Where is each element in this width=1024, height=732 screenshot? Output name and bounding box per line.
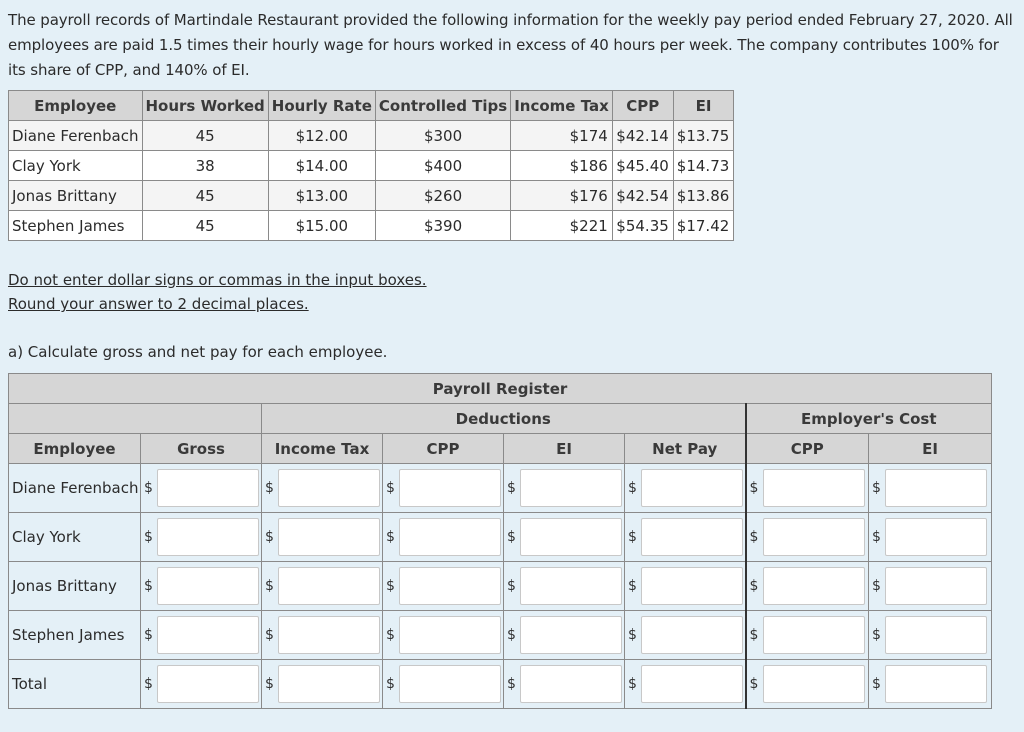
register-cell-employer-cpp [746, 513, 869, 562]
dollar-sign: $ [749, 627, 759, 643]
info-ei: $14.73 [673, 151, 734, 181]
register-cell-gross [141, 464, 262, 513]
register-employee-name: Jonas Brittany [9, 562, 141, 611]
dollar-sign: $ [872, 627, 881, 643]
register-cell-income-tax [262, 464, 383, 513]
info-rate: $14.00 [268, 151, 375, 181]
info-income-tax: $186 [511, 151, 613, 181]
input-wrapper [747, 611, 869, 659]
net-pay-input[interactable] [641, 616, 743, 654]
info-income-tax: $174 [511, 121, 613, 151]
input-wrapper [504, 464, 624, 512]
dollar-sign: $ [749, 480, 759, 496]
register-cell-ei [504, 562, 625, 611]
net-pay-input[interactable] [641, 567, 743, 605]
register-row [9, 562, 992, 611]
register-row [9, 464, 992, 513]
info-income-tax: $176 [511, 181, 613, 211]
input-wrapper [383, 562, 503, 610]
dollar-sign: $ [265, 578, 274, 594]
register-title: Payroll Register [9, 374, 992, 404]
header-controlled-tips: Controlled Tips [375, 91, 510, 121]
register-cell-ei [504, 611, 625, 660]
cpp-input[interactable] [399, 665, 501, 703]
ei-input[interactable] [520, 518, 622, 556]
col-net-pay: Net Pay [625, 434, 746, 464]
dollar-sign: $ [507, 627, 516, 643]
employer-ei-input[interactable] [885, 616, 987, 654]
employer-cpp-input[interactable] [763, 567, 865, 605]
register-cell-employer-ei [869, 562, 992, 611]
input-wrapper [262, 562, 382, 610]
input-wrapper [747, 464, 869, 512]
input-wrapper [504, 513, 624, 561]
col-cpp: CPP [383, 434, 504, 464]
dollar-sign: $ [872, 676, 881, 692]
register-cell-net-pay [625, 562, 746, 611]
input-wrapper [869, 611, 991, 659]
register-cell-ei [504, 660, 625, 709]
dollar-sign: $ [265, 480, 274, 496]
dollar-sign: $ [749, 676, 759, 692]
dollar-sign: $ [265, 627, 274, 643]
dollar-sign: $ [628, 529, 637, 545]
payroll-info-table [8, 90, 734, 241]
register-employee-name: Total [9, 660, 141, 709]
info-tips: $400 [375, 151, 510, 181]
dollar-sign: $ [872, 529, 881, 545]
register-cell-income-tax [262, 562, 383, 611]
employer-cpp-input[interactable] [763, 518, 865, 556]
register-cell-income-tax [262, 513, 383, 562]
register-cell-net-pay [625, 464, 746, 513]
input-wrapper [869, 464, 991, 512]
register-row [9, 660, 992, 709]
register-cell-gross [141, 660, 262, 709]
register-cell-ei [504, 464, 625, 513]
info-ei: $13.86 [673, 181, 734, 211]
dollar-sign: $ [749, 529, 759, 545]
register-cell-employer-ei [869, 513, 992, 562]
input-wrapper [504, 660, 624, 708]
input-wrapper [262, 660, 382, 708]
input-wrapper [383, 660, 503, 708]
question-text: a) Calculate gross and net pay for each employee. [8, 343, 388, 361]
info-hours: 45 [142, 121, 268, 151]
info-hours: 38 [142, 151, 268, 181]
dollar-sign: $ [386, 676, 395, 692]
register-cell-cpp [383, 611, 504, 660]
register-row [9, 513, 992, 562]
dollar-sign: $ [507, 676, 516, 692]
ei-input[interactable] [520, 665, 622, 703]
dollar-sign: $ [386, 480, 395, 496]
info-cpp: $45.40 [612, 151, 673, 181]
input-wrapper [625, 562, 745, 610]
dollar-sign: $ [628, 676, 637, 692]
input-wrapper [747, 660, 869, 708]
income-tax-input[interactable] [278, 665, 380, 703]
dollar-sign: $ [628, 578, 637, 594]
info-employee: Clay York [9, 151, 143, 181]
input-wrapper [262, 464, 382, 512]
gross-input[interactable] [157, 567, 259, 605]
input-wrapper [383, 611, 503, 659]
header-employee: Employee [9, 91, 143, 121]
info-header-row [9, 91, 734, 121]
input-wrapper [141, 611, 261, 659]
info-employee: Stephen James [9, 211, 143, 241]
info-row [9, 121, 734, 151]
dollar-sign: $ [628, 480, 637, 496]
info-hours: 45 [142, 181, 268, 211]
register-cell-cpp [383, 513, 504, 562]
register-cell-employer-ei [869, 611, 992, 660]
cpp-input[interactable] [399, 469, 501, 507]
input-wrapper [747, 562, 869, 610]
income-tax-input[interactable] [278, 469, 380, 507]
header-income-tax: Income Tax [511, 91, 613, 121]
info-row [9, 211, 734, 241]
input-wrapper [141, 562, 261, 610]
register-cell-gross [141, 513, 262, 562]
input-wrapper [625, 611, 745, 659]
header-ei: EI [673, 91, 734, 121]
header-hourly-rate: Hourly Rate [268, 91, 375, 121]
gross-input[interactable] [157, 616, 259, 654]
info-hours: 45 [142, 211, 268, 241]
col-employee: Employee [9, 434, 141, 464]
income-tax-input[interactable] [278, 518, 380, 556]
header-hours-worked: Hours Worked [142, 91, 268, 121]
dollar-sign: $ [507, 480, 516, 496]
dollar-sign: $ [628, 627, 637, 643]
col-gross: Gross [141, 434, 262, 464]
input-wrapper [869, 513, 991, 561]
ei-input[interactable] [520, 469, 622, 507]
register-employee-name: Stephen James [9, 611, 141, 660]
info-employee: Diane Ferenbach [9, 121, 143, 151]
input-wrapper [504, 611, 624, 659]
input-wrapper [141, 464, 261, 512]
info-tips: $300 [375, 121, 510, 151]
register-cell-employer-ei [869, 464, 992, 513]
info-tips: $260 [375, 181, 510, 211]
register-cell-net-pay [625, 660, 746, 709]
instruction-rounding: Round your answer to 2 decimal places. [8, 295, 309, 313]
input-wrapper [747, 513, 869, 561]
info-cpp: $42.14 [612, 121, 673, 151]
info-rate: $15.00 [268, 211, 375, 241]
input-wrapper [869, 562, 991, 610]
register-cell-employer-ei [869, 660, 992, 709]
dollar-sign: $ [386, 627, 395, 643]
col-income-tax: Income Tax [262, 434, 383, 464]
register-cell-income-tax [262, 660, 383, 709]
dollar-sign: $ [144, 676, 153, 692]
info-cpp: $54.35 [612, 211, 673, 241]
gross-input[interactable] [157, 518, 259, 556]
net-pay-input[interactable] [641, 469, 743, 507]
info-cpp: $42.54 [612, 181, 673, 211]
input-wrapper [869, 660, 991, 708]
instruction-no-symbols: Do not enter dollar signs or commas in the input boxes. [8, 271, 427, 289]
col-ei: EI [504, 434, 625, 464]
register-cell-gross [141, 562, 262, 611]
cpp-input[interactable] [399, 518, 501, 556]
employers-cost-header: Employer's Cost [746, 404, 992, 434]
info-row [9, 181, 734, 211]
info-employee: Jonas Brittany [9, 181, 143, 211]
info-rate: $13.00 [268, 181, 375, 211]
dollar-sign: $ [144, 480, 153, 496]
dollar-sign: $ [872, 480, 881, 496]
input-wrapper [262, 513, 382, 561]
info-tips: $390 [375, 211, 510, 241]
register-cell-employer-cpp [746, 562, 869, 611]
dollar-sign: $ [507, 578, 516, 594]
input-wrapper [383, 464, 503, 512]
register-cell-ei [504, 513, 625, 562]
input-wrapper [141, 660, 261, 708]
employer-ei-input[interactable] [885, 665, 987, 703]
dollar-sign: $ [872, 578, 881, 594]
dollar-sign: $ [265, 676, 274, 692]
register-cell-cpp [383, 464, 504, 513]
info-rate: $12.00 [268, 121, 375, 151]
gross-input[interactable] [157, 469, 259, 507]
employer-cpp-input[interactable] [763, 616, 865, 654]
net-pay-input[interactable] [641, 665, 743, 703]
register-row [9, 611, 992, 660]
input-wrapper [262, 611, 382, 659]
input-wrapper [625, 660, 745, 708]
register-blank-header [9, 404, 262, 434]
info-row [9, 151, 734, 181]
input-wrapper [504, 562, 624, 610]
dollar-sign: $ [144, 529, 153, 545]
instructions [8, 268, 427, 316]
dollar-sign: $ [265, 529, 274, 545]
register-cell-employer-cpp [746, 660, 869, 709]
employer-cpp-input[interactable] [763, 469, 865, 507]
register-cell-employer-cpp [746, 464, 869, 513]
register-cell-cpp [383, 660, 504, 709]
payroll-register [8, 373, 992, 709]
income-tax-input[interactable] [278, 567, 380, 605]
register-cell-net-pay [625, 513, 746, 562]
gross-input[interactable] [157, 665, 259, 703]
dollar-sign: $ [749, 578, 759, 594]
employer-ei-input[interactable] [885, 567, 987, 605]
employer-cpp-input[interactable] [763, 665, 865, 703]
dollar-sign: $ [386, 529, 395, 545]
info-ei: $13.75 [673, 121, 734, 151]
employer-ei-input[interactable] [885, 469, 987, 507]
cpp-input[interactable] [399, 567, 501, 605]
register-cell-cpp [383, 562, 504, 611]
cpp-input[interactable] [399, 616, 501, 654]
dollar-sign: $ [507, 529, 516, 545]
info-income-tax: $221 [511, 211, 613, 241]
employer-ei-input[interactable] [885, 518, 987, 556]
register-employee-name: Clay York [9, 513, 141, 562]
ei-input[interactable] [520, 616, 622, 654]
problem-statement: The payroll records of Martindale Restaurant provided the following information for the weekly pay period ended February 27, 2020. All employees are paid 1.5 times their hourly wage for hours worked in excess of 40 hours per week. The company contributes 100% for its share of CPP, and 140% of EI. [8, 11, 1013, 79]
register-cell-income-tax [262, 611, 383, 660]
ei-input[interactable] [520, 567, 622, 605]
col-employer-ei: EI [869, 434, 992, 464]
header-cpp: CPP [612, 91, 673, 121]
dollar-sign: $ [144, 578, 153, 594]
dollar-sign: $ [386, 578, 395, 594]
register-cell-employer-cpp [746, 611, 869, 660]
input-wrapper [141, 513, 261, 561]
register-cell-gross [141, 611, 262, 660]
deductions-header: Deductions [262, 404, 746, 434]
input-wrapper [625, 513, 745, 561]
dollar-sign: $ [144, 627, 153, 643]
income-tax-input[interactable] [278, 616, 380, 654]
register-employee-name: Diane Ferenbach [9, 464, 141, 513]
input-wrapper [383, 513, 503, 561]
register-cell-net-pay [625, 611, 746, 660]
input-wrapper [625, 464, 745, 512]
net-pay-input[interactable] [641, 518, 743, 556]
info-ei: $17.42 [673, 211, 734, 241]
col-employer-cpp: CPP [746, 434, 869, 464]
